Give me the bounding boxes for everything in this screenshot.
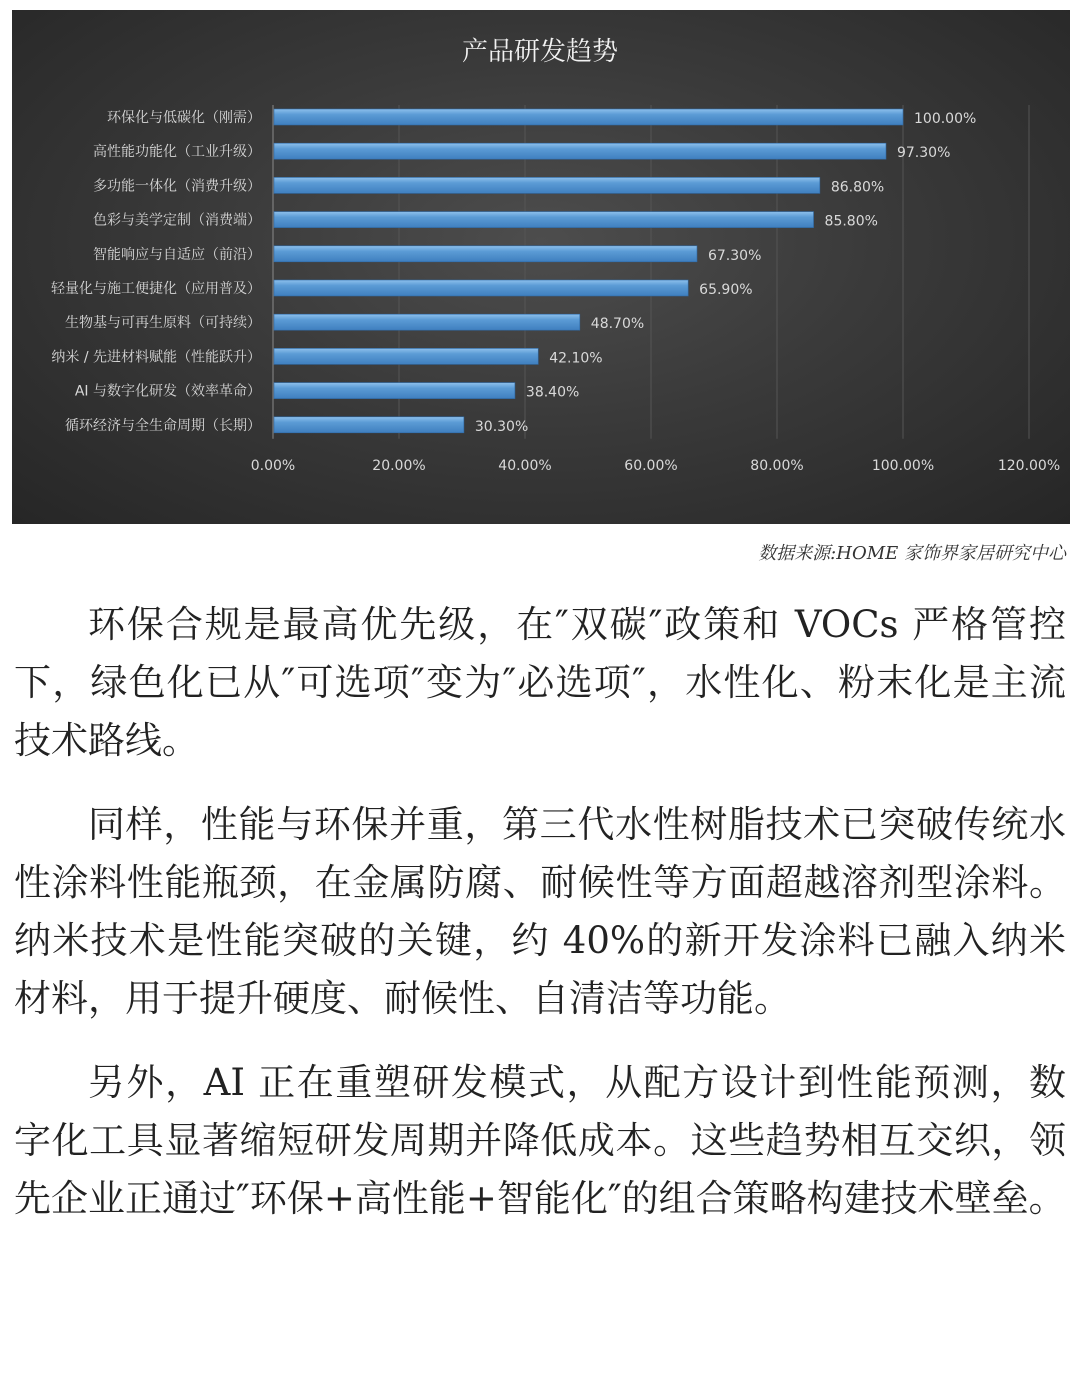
data-label: 67.30% xyxy=(707,247,762,264)
x-tick-label: 100.00% xyxy=(871,458,935,474)
article-paragraph: 同样，性能与环保并重，第三代水性树脂技术已突破传统水性涂料性能瓶颈，在金属防腐、耐候性等方面超越溶剂型涂料。纳米技术是性能突破的关键，约 40%的新开发涂料已融入纳米材料，用于提升硬度、耐候性、自清洁等功能。 xyxy=(14,803,1066,1020)
data-label: 86.80% xyxy=(830,179,885,196)
category-label: 多功能一体化（消费升级） xyxy=(93,178,261,195)
x-tick-label: 20.00% xyxy=(372,458,426,474)
bar-chart xyxy=(12,10,1070,524)
category-label: 轻量化与施工便捷化（应用普及） xyxy=(51,281,261,297)
data-label: 38.40% xyxy=(525,384,580,401)
bar xyxy=(274,246,697,262)
data-label: 42.10% xyxy=(549,350,603,367)
category-label: AI 与数字化研发（效率革命） xyxy=(74,383,261,400)
article-body xyxy=(14,596,1066,1254)
data-label: 30.30% xyxy=(474,418,529,435)
x-tick-label: 40.00% xyxy=(498,458,552,474)
data-label: 48.70% xyxy=(590,316,645,333)
data-label: 85.80% xyxy=(824,213,878,230)
x-tick-label: 80.00% xyxy=(750,458,804,474)
bar xyxy=(274,109,903,125)
x-tick-label: 60.00% xyxy=(624,458,678,474)
article-paragraph: 环保合规是最高优先级，在″双碳″政策和 VOCs 严格管控下，绿色化已从″可选项″变为″必选项″，水性化、粉末化是主流技术路线。 xyxy=(14,603,1066,762)
category-label: 色彩与美学定制（消费端） xyxy=(93,212,261,229)
bar xyxy=(274,348,538,364)
bar xyxy=(274,143,886,159)
bar xyxy=(274,177,820,193)
bar xyxy=(274,417,464,433)
data-label: 97.30% xyxy=(896,145,951,162)
category-label: 纳米 / 先进材料赋能（性能跃升） xyxy=(51,349,261,366)
bar xyxy=(274,212,814,228)
data-label: 100.00% xyxy=(914,111,977,127)
article-paragraph: 另外，AI 正在重塑研发模式，从配方设计到性能预测，数字化工具显著缩短研发周期并降低成本。这些趋势相互交织，领先企业正通过″环保+高性能+智能化″的组合策略构建技术壁垒。 xyxy=(14,1061,1066,1220)
chart-title: 产品研发趋势 xyxy=(461,37,619,67)
category-label: 生物基与可再生原料（可持续） xyxy=(65,315,261,332)
bar xyxy=(274,280,688,296)
x-tick-label: 0.00% xyxy=(250,458,296,474)
chart-panel xyxy=(12,10,1070,524)
category-label: 环保化与低碳化（刚需） xyxy=(107,110,261,126)
bar xyxy=(274,314,580,330)
x-tick-label: 120.00% xyxy=(997,458,1061,474)
data-label: 65.90% xyxy=(699,282,753,298)
category-label: 高性能功能化（工业升级） xyxy=(93,144,261,161)
category-label: 智能响应与自适应（前沿） xyxy=(93,246,261,263)
bar xyxy=(274,383,515,399)
category-label: 循环经济与全生命周期（长期） xyxy=(65,417,261,434)
data-source-note: 数据来源:HOME 家饰界家居研究中心 xyxy=(758,543,1066,564)
